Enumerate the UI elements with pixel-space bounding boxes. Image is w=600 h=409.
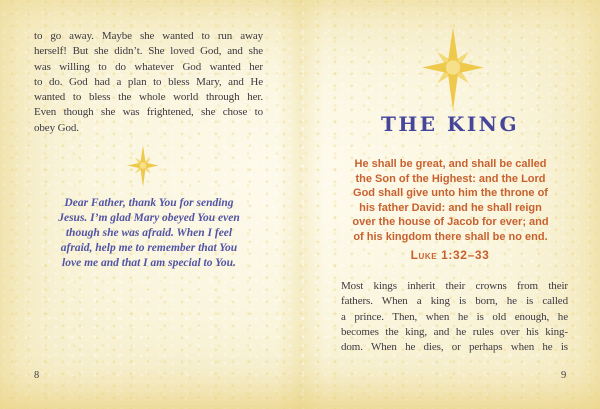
text-line: He shall be great, and shall be called [354,158,547,170]
text-line: to go away. Maybe she wanted to run away [34,30,263,42]
text-line: a prince. Then, when he is old enough, he [341,310,568,323]
text-line: Dear Father, thank You for sending [64,197,234,209]
chapter-star-icon [414,23,492,112]
text-line: over the house of Jacob for ever; and [352,216,549,229]
text-line: becomes the king, and he rules over his king- [341,325,568,338]
divider-star-icon [124,143,162,188]
text-line: to do. God had a plan to bless Mary, and He [34,75,263,88]
verse-reference: Luke 1:32–33 [410,248,490,262]
text-line: Jesus. I’m glad Mary obeyed You even [58,212,240,225]
text-line: of his kingdom there shall be no end. [353,230,548,243]
right-body-paragraph [341,279,568,355]
text-line: God shall give unto him the throne of [353,187,548,200]
text-line: Even though she was frightened, she chose to [34,106,263,119]
text-line: was willing to do whatever God wanted her [34,60,263,73]
text-line: fathers. When a king is born, he is called [341,295,568,308]
text-line: dom. When he dies, or perhaps when he is [341,341,568,354]
page-number-right: 9 [561,370,567,381]
text-line: obey God. [34,121,79,134]
page-number-left: 8 [34,370,40,381]
chapter-title: THE KING [380,112,520,136]
prayer-paragraph [30,196,268,271]
text-line: herself! But she didn’t. She loved God, and she [34,45,263,58]
text-line: wanted to bless the whole world through her. [34,91,263,104]
page-right [300,0,600,409]
text-line: the Son of the Highest: and the Lord [355,172,546,185]
text-line: his father David: and he shall reign [359,201,542,214]
text-line: love me and that I am special to You. [62,257,236,270]
verse-paragraph [337,157,564,245]
text-line: afraid, help me to remember that You [60,242,238,255]
left-body-paragraph [34,29,263,136]
text-line: Most kings inherit their crowns from their [341,280,568,292]
text-line: though she was afraid. When I feel [65,227,233,240]
